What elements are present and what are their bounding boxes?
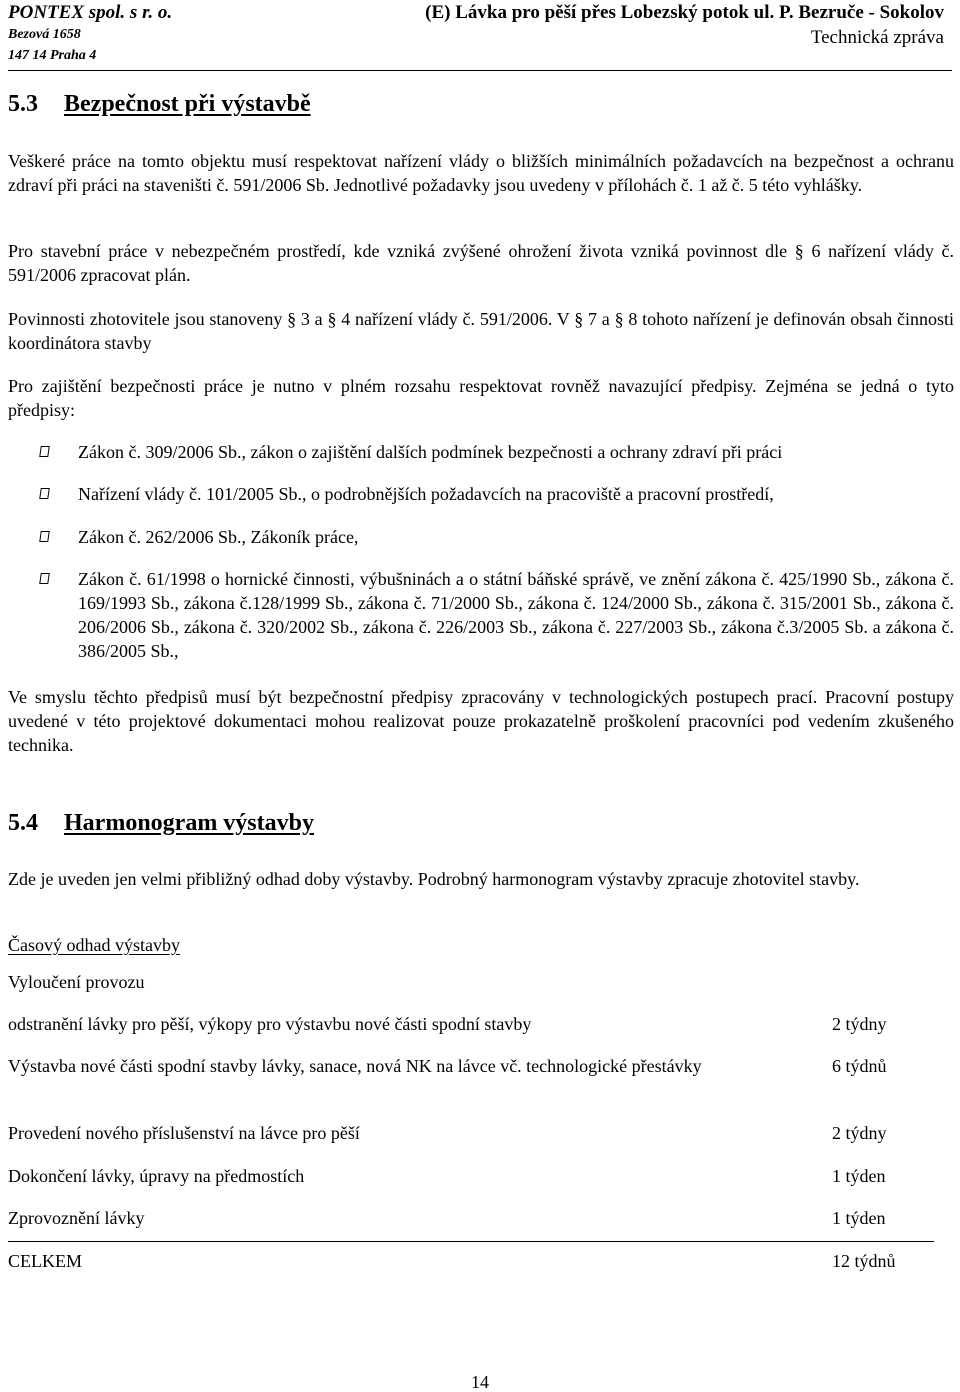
company-name: PONTEX spol. s r. o. bbox=[8, 2, 173, 23]
header-company-block bbox=[8, 2, 172, 66]
project-title: (E) Lávka pro pěší přes Lobezský potok ul. P. Bezruče - Sokolov bbox=[425, 2, 944, 23]
schedule-total-duration: 12 týdnů bbox=[832, 1251, 896, 1271]
section-number: 5.4 bbox=[8, 810, 38, 836]
header-project-block bbox=[425, 2, 944, 52]
paragraph-safety-plan: Pro stavební práce v nebezpečném prostředí, kde vzniká zvýšené ohrožení života vzniká povinnost dle § 6 nařízení vlády č. 591/2006 zpracovat plán. bbox=[8, 241, 954, 285]
list-item: Zákon č. 262/2006 Sb., Zákoník práce, bbox=[78, 527, 359, 547]
schedule-row-duration: 2 týdny bbox=[832, 1123, 887, 1143]
total-divider bbox=[8, 1241, 934, 1242]
schedule-row-label: odstranění lávky pro pěší, výkopy pro výstavbu nové části spodní stavby bbox=[8, 1014, 532, 1034]
section-heading-5-4 bbox=[8, 808, 314, 838]
schedule-row-label: Provedení nového příslušenství na lávce pro pěší bbox=[8, 1123, 360, 1143]
section-heading-5-3 bbox=[8, 89, 311, 119]
schedule-subtitle: Časový odhad výstavby bbox=[8, 935, 180, 955]
paragraph-schedule-intro: Zde je uveden jen velmi přibližný odhad doby výstavby. Podrobný harmonogram výstavby zpracuje zhotovitel stavby. bbox=[8, 869, 860, 889]
paragraph-related-regulations: Pro zajištění bezpečnosti práce je nutno v plném rozsahu respektovat rovněž navazující předpisy. Zejména se jedná o tyto předpisy: bbox=[8, 376, 954, 420]
schedule-row-label: Zprovoznění lávky bbox=[8, 1208, 145, 1228]
list-item: Zákon č. 309/2006 Sb., zákon o zajištění dalších podmínek bezpečnosti a ochrany zdraví při práci bbox=[78, 442, 783, 462]
schedule-total-label: CELKEM bbox=[8, 1251, 82, 1271]
section-title: Harmonogram výstavby bbox=[64, 810, 314, 836]
list-item: Nařízení vlády č. 101/2005 Sb., o podrobnějších požadavcích na pracoviště a pracovní prostředí, bbox=[78, 484, 774, 504]
schedule-row-duration: 6 týdnů bbox=[832, 1056, 887, 1076]
schedule-row-duration: 2 týdny bbox=[832, 1014, 887, 1034]
schedule-row-duration: 1 týden bbox=[832, 1208, 886, 1228]
paragraph-contractor-duties: Povinnosti zhotovitele jsou stanoveny § 3 a § 4 nařízení vlády č. 591/2006. V § 7 a § 8 tohoto nařízení je definován obsah činnosti koordinátora stavby bbox=[8, 309, 954, 353]
schedule-row-label: Výstavba nové části spodní stavby lávky, sanace, nová NK na lávce vč. technologické přestávky bbox=[8, 1056, 702, 1076]
schedule-row-duration: 1 týden bbox=[832, 1166, 886, 1186]
list-item: Zákon č. 61/1998 o hornické činnosti, výbušninách a o státní báňské správě, ve znění zákona č. 425/1990 Sb., zákona č. 169/1993 Sb., zákona č.128/1999 Sb., zákona č. 71/2000 Sb., zákona č. 124/2000 Sb., zákona č. 315/2001 Sb., zákona č. 206/2006 Sb., zákona č. 320/2002 Sb., zákona č. 226/2003 Sb., zákona č. 227/2003 Sb., zákona č.3/2005 Sb. a zákona č. 386/2005 Sb., bbox=[78, 569, 954, 661]
schedule-subheading: Vyloučení provozu bbox=[8, 972, 145, 992]
section-number: 5.3 bbox=[8, 91, 38, 117]
section-title: Bezpečnost při výstavbě bbox=[64, 91, 311, 117]
company-address-line2: 147 14 Praha 4 bbox=[8, 48, 97, 63]
schedule-row-label: Dokončení lávky, úpravy na předmostích bbox=[8, 1166, 305, 1186]
paragraph-bozp-requirements: Veškeré práce na tomto objektu musí respektovat nařízení vlády o bližších minimálních požadavcích na bezpečnost a ochranu zdraví při práci na staveništi č. 591/2006 Sb. Jednotlivé požadavky jsou uvedeny v přílohách č. 1 až č. 5 této vyhlášky. bbox=[8, 151, 954, 195]
company-address-line1: Bezová 1658 bbox=[8, 27, 81, 42]
paragraph-technology-procedures: Ve smyslu těchto předpisů musí být bezpečnostní předpisy zpracovány v technologických postupech prací. Pracovní postupy uvedené v této projektové dokumentaci mohou realizovat pouze prokazatelně proškolení pracovníci pod vedením zkušeného technika. bbox=[8, 687, 954, 755]
document-type: Technická zpráva bbox=[810, 27, 944, 48]
header-divider bbox=[8, 70, 952, 71]
page-number: 14 bbox=[471, 1372, 489, 1392]
